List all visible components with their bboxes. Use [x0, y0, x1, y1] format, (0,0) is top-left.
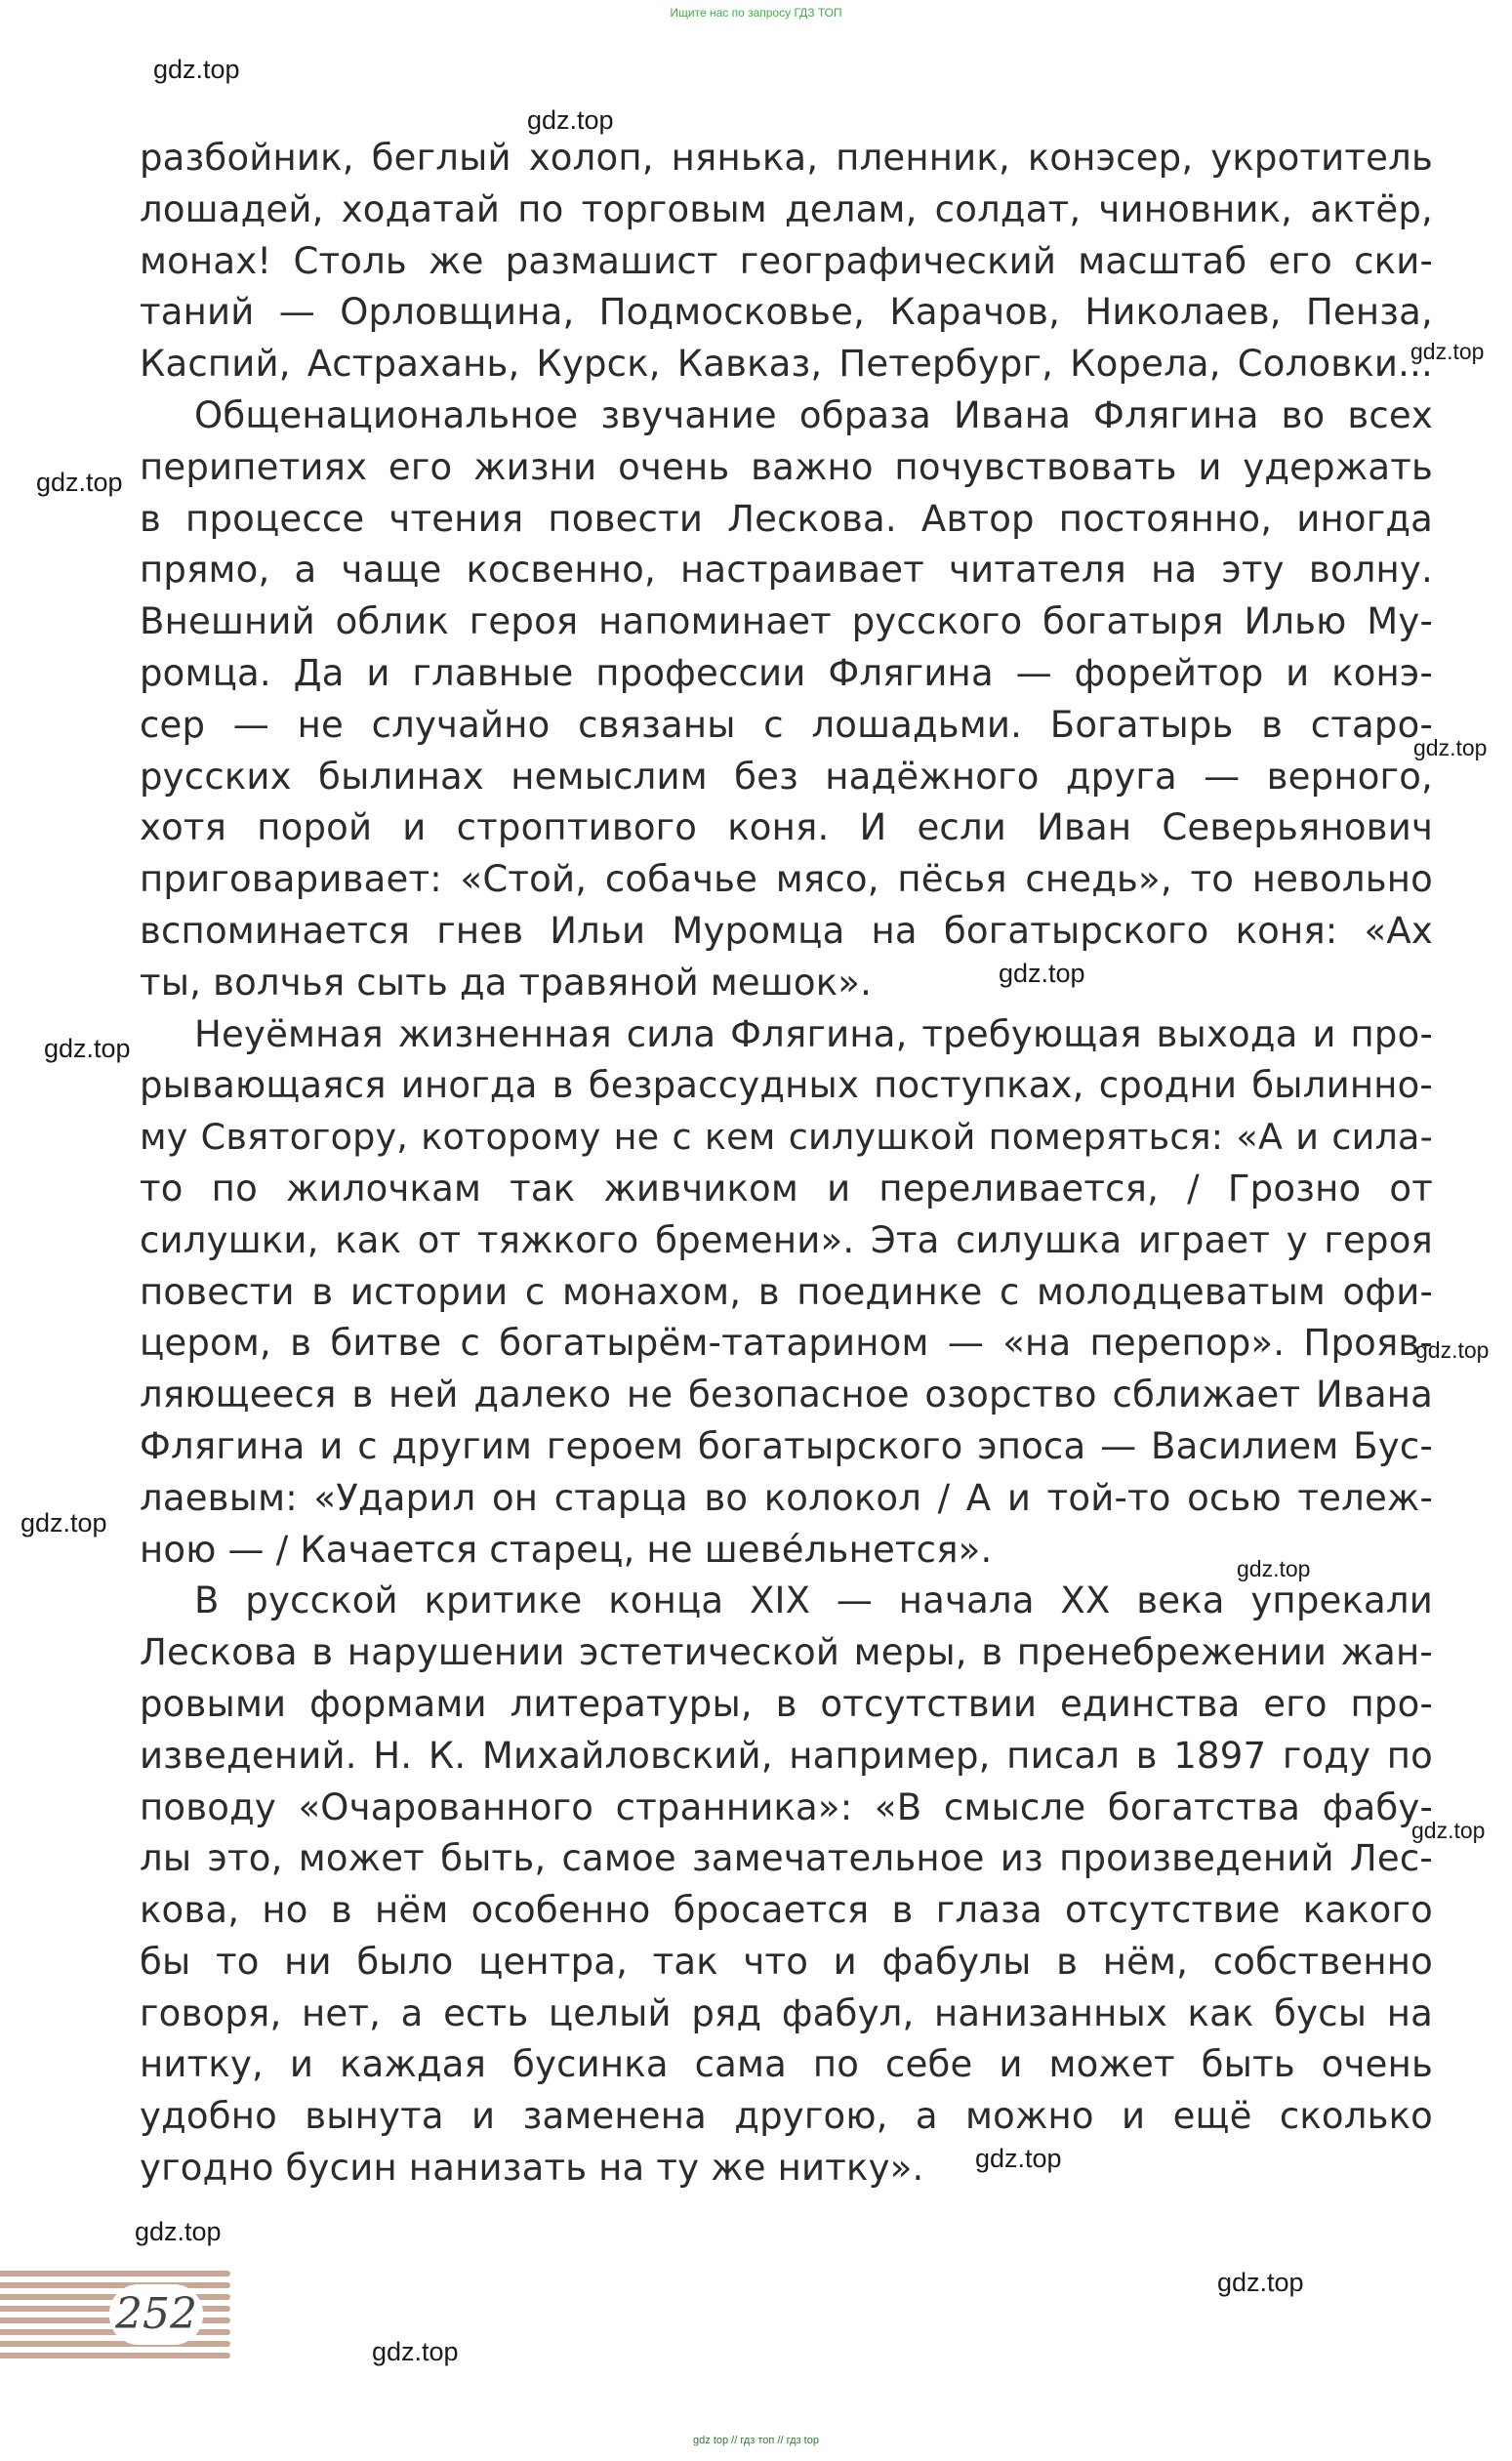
text-line: русских былинах немыслим без надёжного друга — верного, — [140, 755, 1433, 798]
text-line: поводу «Очарованного странника»: «В смысле богатства фабу- — [140, 1785, 1433, 1828]
watermark: gdz.top — [153, 55, 240, 84]
watermark: gdz.top — [1415, 1337, 1490, 1363]
text-line: таний — Орловщина, Подмосковье, Карачов, Николаев, Пенза, — [140, 291, 1433, 334]
watermark: gdz.top — [527, 105, 614, 135]
watermark: gdz.top — [1217, 2268, 1304, 2297]
page-text — [140, 133, 1433, 2194]
text-line: ты, волчья сыть да травяной мешок». — [140, 961, 873, 1004]
text-line: изведений. Н. К. Михайловский, например, писал в 1897 году по — [140, 1734, 1433, 1777]
text-line: лошадей, ходатай по торговым делам, солдат, чиновник, актёр, — [140, 187, 1433, 230]
text-line: нитку, и каждая бусинка сама по себе и может быть очень — [140, 2043, 1433, 2086]
text-line: ляющееся в ней далеко не безопасное озорство сближает Ивана — [140, 1374, 1433, 1416]
text-line: монах! Столь же размашист географический масштаб его ски- — [140, 239, 1433, 282]
footer-banner: gdz top // гдз топ // гдз top — [693, 2435, 819, 2446]
text-line: цером, в битве с богатырём-татарином — «на перепор». Прояв- — [140, 1322, 1433, 1365]
text-line: ровыми формами литературы, в отсутствии единства его про- — [140, 1682, 1433, 1725]
text-line: хотя порой и строптивого коня. И если Иван Северьянович — [140, 806, 1433, 849]
watermark: gdz.top — [44, 1034, 131, 1063]
text-line: перипетиях его жизни очень важно почувствовать и удержать — [140, 445, 1433, 488]
text-line: прямо, а чаще косвенно, настраивает читателя на эту волну. — [140, 549, 1433, 592]
text-line: угодно бусин нанизать на ту же нитку». — [140, 2147, 924, 2190]
text-line: в процессе чтения повести Лескова. Автор постоянно, иногда — [140, 497, 1433, 540]
text-line: силушки, как от тяжкого бремени». Эта силушка играет у героя — [140, 1218, 1433, 1261]
page-number: 252 — [109, 2284, 203, 2345]
text-line: Неуёмная жизненная сила Флягина, требующая выхода и про- — [194, 1012, 1433, 1055]
text-line: ною — / Качается старец, не шевéльнется». — [140, 1528, 993, 1571]
watermark: gdz.top — [975, 2144, 1062, 2173]
text-line: Флягина и с другим героем богатырского эпоса — Василием Бус- — [140, 1424, 1433, 1467]
text-line: кова, но в нём особенно бросается в глаза отсутствие какого — [140, 1889, 1433, 1932]
text-line: Лескова в нарушении эстетической меры, в пренебрежении жан- — [140, 1631, 1433, 1674]
header-banner: Ищите нас по запросу ГДЗ ТОП — [670, 6, 842, 20]
text-line: бы то ни было центра, так что и фабулы в нём, собственно — [140, 1940, 1433, 1983]
text-line: то по жилочкам так живчиком и переливается, / Грозно от — [140, 1167, 1433, 1210]
watermark: gdz.top — [999, 959, 1085, 988]
text-line: рывающаяся иногда в безрассудных поступках, сродни былинно- — [140, 1064, 1433, 1107]
watermark: gdz.top — [1410, 339, 1485, 364]
text-line: удобно вынута и заменена другою, а можно и ещё сколько — [140, 2095, 1433, 2138]
text-line: лы это, может быть, самое замечательное из произведений Лес- — [140, 1837, 1433, 1880]
watermark: gdz.top — [1413, 735, 1488, 760]
watermark: gdz.top — [372, 2337, 459, 2366]
watermark: gdz.top — [1411, 1818, 1486, 1843]
text-line: повести в истории с монахом, в поединке с молодцеватым офи- — [140, 1270, 1433, 1313]
text-line: сер — не случайно связаны с лошадьми. Богатырь в старо- — [140, 703, 1433, 746]
watermark: gdz.top — [36, 468, 123, 497]
text-line: разбойник, беглый холоп, нянька, пленник, конэсер, укротитель — [140, 137, 1433, 179]
text-line: говоря, нет, а есть целый ряд фабул, нанизанных как бусы на — [140, 1991, 1433, 2034]
watermark: gdz.top — [1237, 1556, 1311, 1581]
watermark: gdz.top — [135, 2217, 222, 2246]
text-line: ромца. Да и главные профессии Флягина — форейтор и конэ- — [140, 651, 1433, 694]
text-line: Общенациональное звучание образа Ивана Флягина во всех — [194, 393, 1433, 436]
text-line: приговаривает: «Стой, собачье мясо, пёсья снедь», то невольно — [140, 858, 1433, 901]
watermark: gdz.top — [20, 1508, 107, 1538]
text-line: вспоминается гнев Ильи Муромца на богатырского коня: «Ах — [140, 909, 1433, 952]
text-line: В русской критике конца XIX — начала XX века упрекали — [194, 1579, 1433, 1622]
text-line: Внешний облик героя напоминает русского богатыря Илью Му- — [140, 600, 1433, 643]
text-line: му Святогору, которому не с кем силушкой померяться: «А и сила- — [140, 1116, 1433, 1159]
text-line: Каспий, Астрахань, Курск, Кавказ, Петербург, Корела, Соловки... — [140, 343, 1433, 386]
text-line: лаевым: «Ударил он старца во колокол / А и той-то осью тележ- — [140, 1476, 1433, 1519]
